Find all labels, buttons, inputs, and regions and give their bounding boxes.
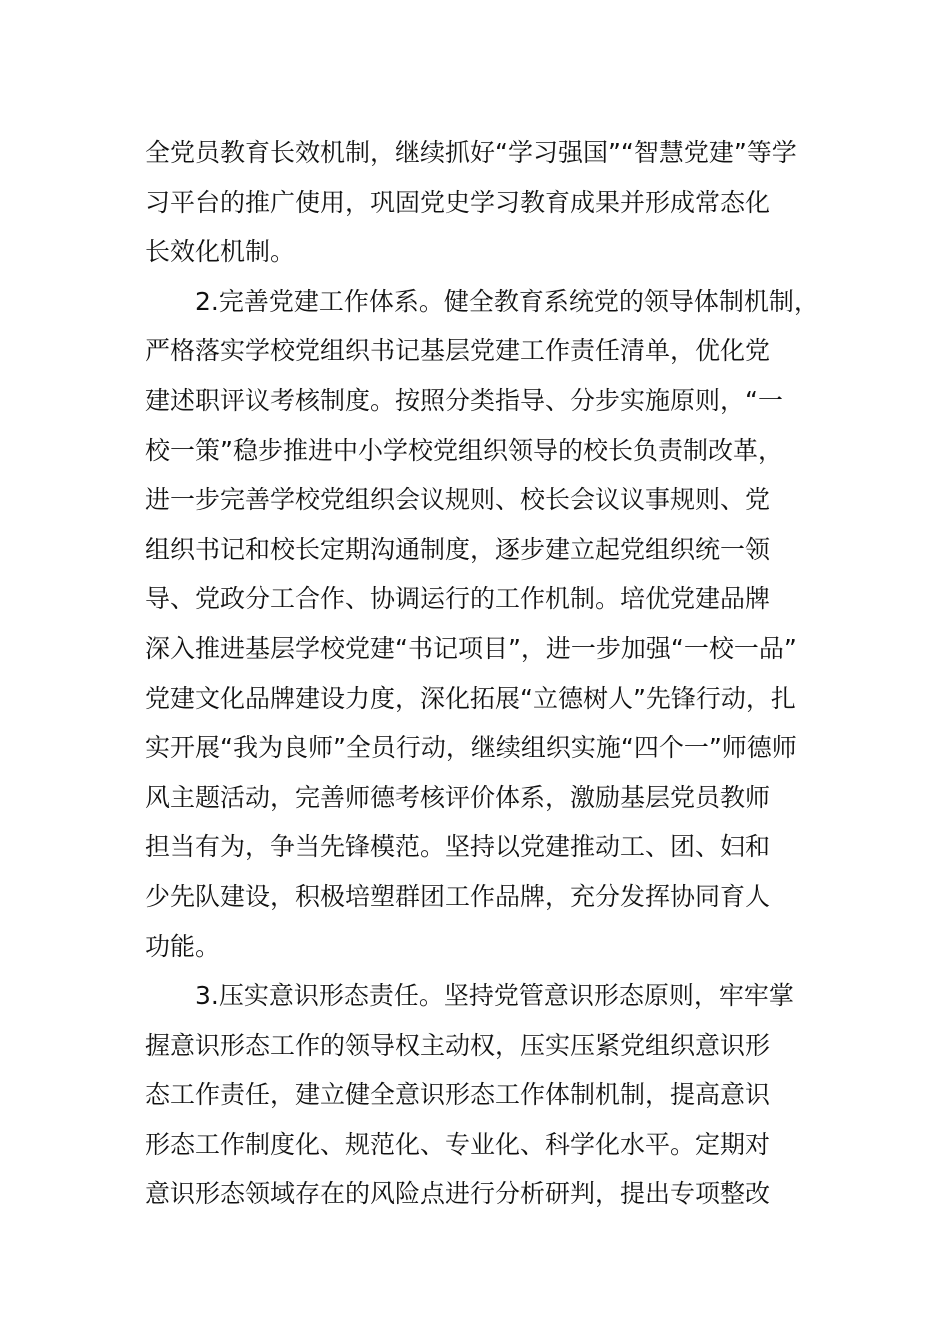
text-line: 建述职评议考核制度。按照分类指导、分步实施原则，“一 [145, 385, 783, 415]
text-line: 功能。 [145, 931, 221, 961]
text-line: 握意识形态工作的领导权主动权，压实压紧党组织意识形 [145, 1030, 771, 1060]
text-line: 少先队建设，积极培塑群团工作品牌，充分发挥协同育人 [145, 881, 771, 911]
text-line: 风主题活动，完善师德考核评价体系，激励基层党员教师 [145, 782, 771, 812]
text-line: 态工作责任，建立健全意识形态工作体制机制，提高意识 [145, 1080, 771, 1110]
text-line: 长效化机制。 [145, 237, 296, 267]
text-line: 深入推进基层学校党建“书记项目”，进一步加强“一校一品” [145, 633, 797, 663]
text-line: 全党员教育长效机制，继续抓好“学习强国”“智慧党建”等学 [145, 138, 797, 167]
text-line: 习平台的推广使用，巩固党史学习教育成果并形成常态化 [145, 187, 771, 217]
text-line: 形态工作制度化、规范化、专业化、科学化水平。定期对 [145, 1129, 771, 1159]
body-text [145, 128, 845, 1219]
text-line: 担当有为，争当先锋模范。坚持以党建推动工、团、妇和 [145, 832, 771, 862]
text-line: 校一策”稳步推进中小学校党组织领导的校长负责制改革， [145, 435, 783, 465]
text-line: 组织书记和校长定期沟通制度，逐步建立起党组织统一领 [145, 534, 771, 564]
text-line: 意识形态领域存在的风险点进行分析研判，提出专项整改 [145, 1179, 771, 1209]
text-line: 进一步完善学校党组织会议规则、校长会议议事规则、党 [145, 485, 771, 515]
text-line: 3.压实意识形态责任。坚持党管意识形态原则，牢牢掌 [145, 981, 794, 1011]
text-line: 党建文化品牌建设力度，深化拓展“立德树人”先锋行动，扎 [145, 683, 796, 713]
text-line: 严格落实学校党组织书记基层党建工作责任清单，优化党 [145, 336, 771, 366]
text-line: 导、党政分工合作、协调运行的工作机制。培优党建品牌 [145, 584, 771, 614]
text-line: 实开展“我为良师”全员行动，继续组织实施“四个一”师德师 [145, 733, 797, 763]
text-line: 2.完善党建工作体系。健全教育系统党的领导体制机制， [145, 286, 819, 316]
